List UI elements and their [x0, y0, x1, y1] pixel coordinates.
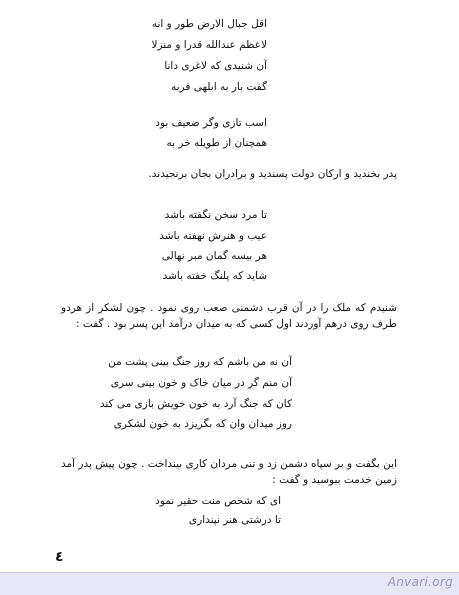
- verse-line: کان که جنگ آرد به خون خویش بازی می کند: [99, 398, 292, 410]
- footer-bar: [0, 572, 459, 595]
- verse-line: روز میدان وان که بگریزد به خون لشکری: [113, 418, 292, 430]
- verse-line: لاعظم عندالله قدرا و منزلا: [151, 39, 267, 51]
- watermark-logo: Anvari.org: [387, 575, 453, 589]
- verse-line: آن نه من باشم که روز جنگ بینی پشت من: [108, 356, 292, 368]
- page-number: ٤: [55, 549, 64, 565]
- prose-paragraph: پدر بخندید و ارکان دولت پسندید و برادران بجان برنجیدند.: [148, 168, 397, 180]
- verse-line: همچنان از طویله خر به: [166, 137, 267, 149]
- verse-line: آن شنیدی که لاغری دانا: [164, 60, 267, 72]
- verse-line: عیب و هنرش نهفته باشد: [159, 230, 267, 242]
- verse-line: تا مرد سخن نگفته باشد: [164, 209, 267, 221]
- verse-line: آن منم گر در میان خاک و خون بینی سری: [110, 377, 292, 389]
- prose-paragraph: این بگفت و بر سپاه دشمن زد و تنی مردان کاری بینداخت . چون پیش پدر آمد زمین خدمت ببوسید و گفت :: [61, 458, 397, 486]
- verse-line: اسب تازی وگر ضعیف بود: [155, 117, 267, 129]
- verse-line: اقل جبال الارض طور و انه: [151, 18, 267, 30]
- verse-line: تا درشتی هنر نپنداری: [188, 514, 281, 526]
- verse-line: گفت بار به ابلهی فربه: [171, 81, 267, 93]
- verse-line: ای که شخص منت حقیر نمود: [155, 495, 281, 507]
- prose-paragraph: شنیدم که ملک را در آن قرب دشمنی صعب روی نمود . چون لشکر از هردو طرف روی درهم آوردند اول کسی که به میدان درآمد این پسر بود . گفت :: [61, 302, 397, 330]
- verse-line: هر بیسه گمان مبر نهالی: [161, 250, 267, 262]
- verse-line: شاید که پلنگ خفته باشد: [162, 270, 267, 282]
